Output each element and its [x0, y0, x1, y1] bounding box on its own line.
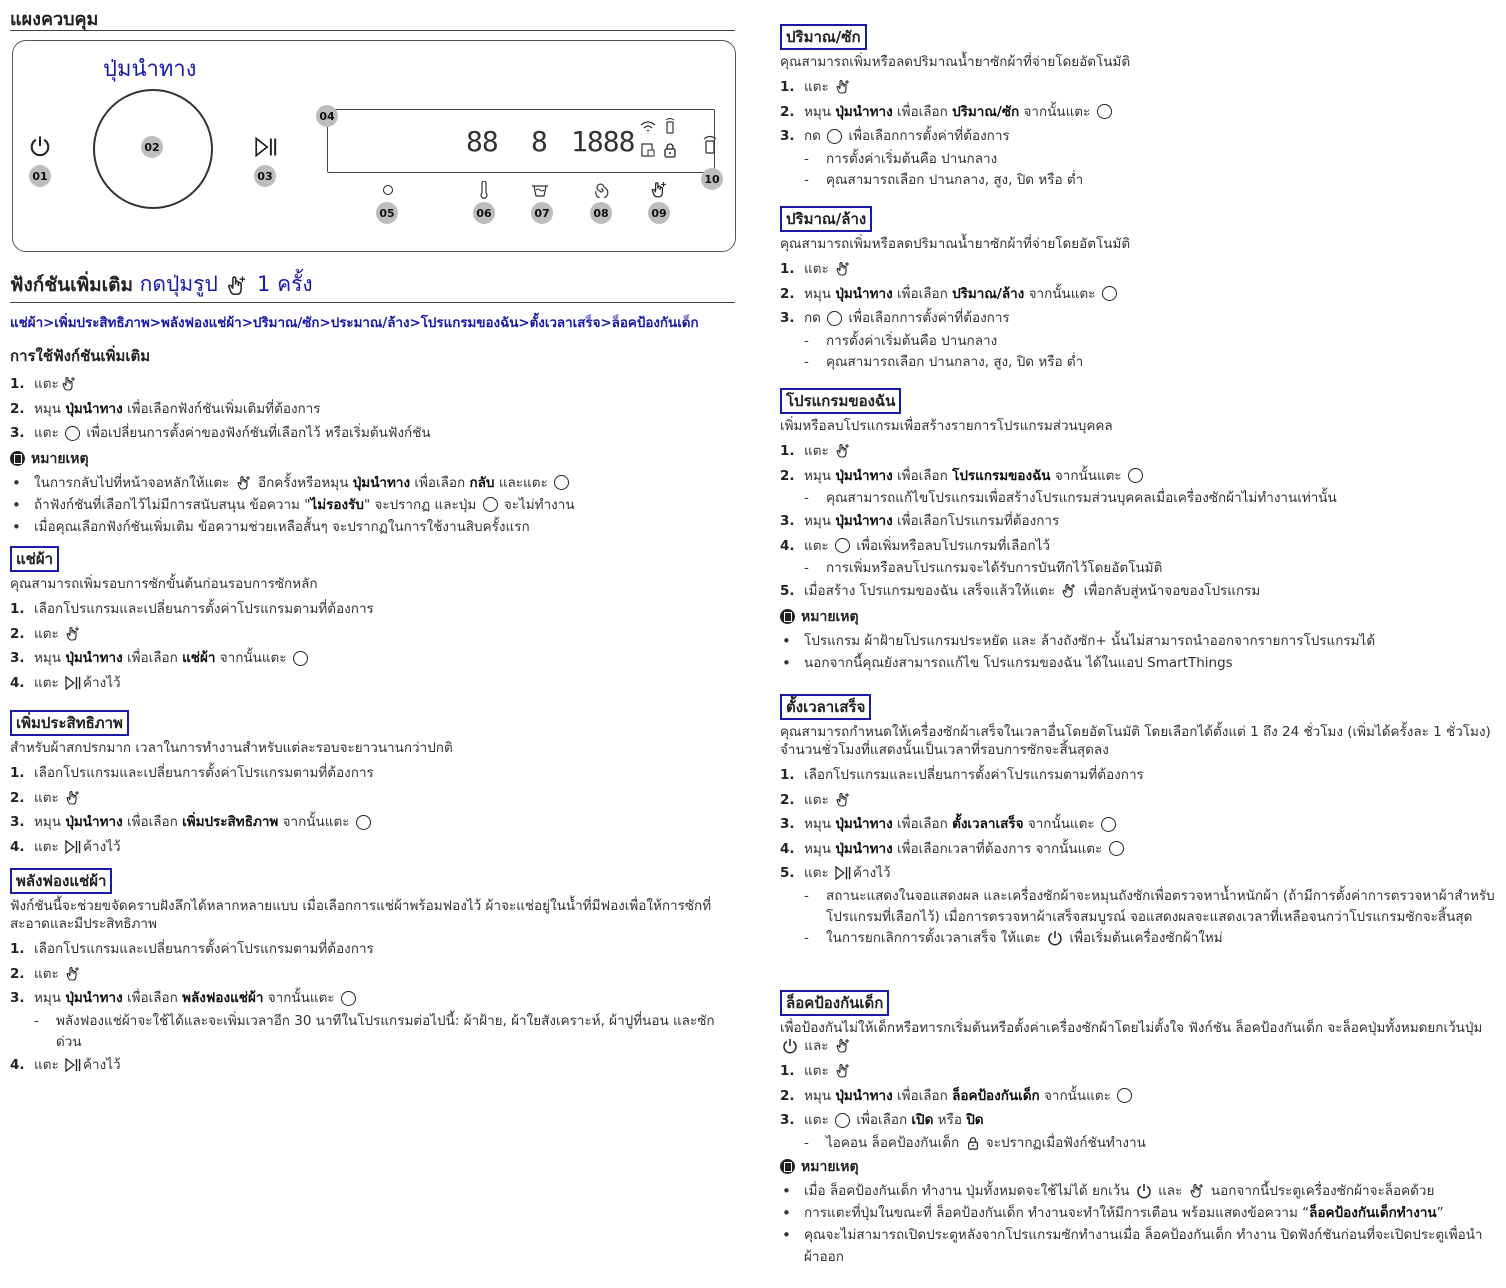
wash-amount-heading: ปริมาณ/ซัก [780, 24, 867, 50]
start-circle-icon [1102, 286, 1117, 301]
functions-title [10, 268, 313, 301]
lock-icon [966, 1136, 980, 1150]
child-lock-note-1: • เมื่อ ล็อคป้องกันเด็ก ทำงาน ปุ่มทั้งหมดจะใช้ไม่ได้ ยกเว้น และ นอกจากนี้ประตูเครื่องซักผ้าจะล็อคด้วย [780, 1180, 1496, 1202]
using-step-2: 2. หมุน ปุ่มนำทาง เพื่อเลือกฟังก์ชันเพิ่มเติมที่ต้องการ [10, 400, 321, 417]
play-pause-icon [65, 676, 81, 690]
delay-end-sub-1: - สถานะแสดงในจอแสดงผล และเครื่องซักผ้าจะหมุนถังซักเพื่อตรวจหาน้ำหนักผ้า (ถ้ามีการตั้งค่าการตรวจหาผ้าสำหรับโปรแกรมที่เลือกไว้) เมื่อการตรวจหาผ้าเสร็จสมบูรณ์ จอแสดงผลจะแสดงเวลาที่เหลือจนกว่าโปรแกรมซักจะสิ้นสุด [780, 886, 1496, 928]
child-lock-icon [662, 142, 678, 158]
badge-07: 07 [531, 202, 553, 224]
dial-label: ปุ่มนำทาง [103, 57, 197, 82]
child-lock-step-3-sub: - ไอคอน ล็อคป้องกันเด็ก จะปรากฏเมื่อฟังก์ชันทำงาน [780, 1133, 1496, 1154]
control-panel-title: แผงควบคุม [10, 9, 99, 30]
child-lock-intro: เพื่อป้องกันไม่ให้เด็กหรือทารกเริ่มต้นหรือตั้งค่าเครื่องซักผ้าโดยไม่ตั้งใจ ฟังก์ชัน ล็อคป้องกันเด็ก จะล็อคปุ่มทั้งหมดยกเว้นปุ่ม และ [780, 1020, 1483, 1054]
delay-end-heading: ตั้งเวลาเสร็จ [780, 694, 871, 720]
remote-icon [664, 118, 676, 134]
child-lock-note-2: • การแตะที่ปุ่มในขณะที่ ล็อคป้องกันเด็ก ทำงานจะทำให้มีการเตือน พร้อมแสดงข้อความ “ล็อคป้องกันเด็กทำงาน” [780, 1202, 1496, 1224]
using-note-3: • เมื่อคุณเลือกฟังก์ชันเพิ่มเติม ข้อความช่วยเหลือสั้นๆ จะปรากฏในการใช้งานสิบครั้งแรก [10, 516, 740, 538]
hand-icon [1061, 583, 1077, 599]
hand-icon [236, 475, 252, 491]
wash-amount-sub-1: - การตั้งค่าเริ่มต้นคือ ปานกลาง [780, 149, 1496, 170]
my-program-note-1: • โปรแกรม ผ้าฝ้ายโปรแกรมประหยัด และ ล้างถังซัก+ นั้นไม่สามารถนำออกจากรายการโปรแกรมได้ [780, 630, 1496, 652]
wash-amount-step-3: 3. กด เพื่อเลือกการตั้งค่าที่ต้องการ [780, 128, 1010, 144]
badge-05: 05 [376, 202, 398, 224]
rinse-amount-step-1: 1. แตะ [780, 257, 1496, 282]
functions-rule [10, 302, 735, 303]
note-icon [780, 1159, 795, 1174]
hand-icon [226, 275, 248, 297]
functions-title-suffix: 1 ครั้ง [257, 272, 313, 296]
rinse-amount-section [780, 206, 1496, 373]
thermometer-icon [478, 181, 490, 199]
control-panel-illustration [12, 40, 736, 252]
hand-icon [835, 1038, 851, 1054]
delay-end-step-4: 4. หมุน ปุ่มนำทาง เพื่อเลือกเวลาที่ต้องการ จากนั้นแตะ [780, 837, 1496, 862]
functions-title-text: ฟังก์ชันเพิ่มเติม [10, 274, 134, 296]
start-circle-icon [483, 497, 498, 512]
delay-end-section [780, 694, 1496, 949]
my-program-step-2: 2. หมุน ปุ่มนำทาง เพื่อเลือก โปรแกรมของฉัน จากนั้นแตะ [780, 464, 1496, 489]
start-circle-icon [835, 1113, 850, 1128]
note-icon [780, 609, 795, 624]
badge-01: 01 [29, 165, 51, 187]
wash-amount-intro: คุณสามารถเพิ่มหรือลดปริมาณน้ำยาซักผ้าที่จ่ายโดยอัตโนมัติ [780, 54, 1131, 70]
rinse-amount-intro: คุณสามารถเพิ่มหรือลดปริมาณน้ำยาซักผ้าที่จ่ายโดยอัตโนมัติ [780, 236, 1131, 252]
soak-step-1: 1. เลือกโปรแกรมและเปลี่ยนการตั้งค่าโปรแกรมตามที่ต้องการ [10, 601, 374, 617]
wash-amount-section [780, 24, 1496, 191]
wash-amount-step-2: 2. หมุน ปุ่มนำทาง เพื่อเลือก ปริมาณ/ซัก จากนั้นแตะ [780, 100, 1496, 125]
intensive-intro: สำหรับผ้าสกปรกมาก เวลาในการทำงานสำหรับแต่ละรอบจะยาวนานกว่าปกติ [10, 740, 453, 756]
badge-09: 09 [648, 202, 670, 224]
start-circle-icon [827, 311, 842, 326]
intensive-step-2: 2. แตะ [10, 786, 740, 811]
hand-icon [835, 792, 851, 808]
badge-02: 02 [141, 136, 163, 158]
play-pause-icon [835, 866, 851, 880]
start-circle-icon [1117, 1088, 1132, 1103]
child-lock-section [780, 990, 1496, 1268]
using-note-heading: หมายเหตุ [10, 446, 740, 472]
bubble-intro: ฟังก์ชันนี้จะช่วยขจัดคราบฝังลึกได้หลากหลายแบบ เมื่อเลือกการแช่ผ้าพร้อมฟองไว้ ผ้าจะแช่อยู่ในน้ำที่มีฟองเพื่อให้การซักที่สะอาดและมีประสิทธิภาพ [10, 898, 712, 932]
start-circle-icon [383, 185, 393, 195]
start-circle-icon [1101, 817, 1116, 832]
hand-icon [835, 443, 851, 459]
rinse-amount-sub-1: - การตั้งค่าเริ่มต้นคือ ปานกลาง [780, 331, 1496, 352]
start-circle-icon [1109, 841, 1124, 856]
bubble-step-3: 3. หมุน ปุ่มนำทาง เพื่อเลือก พลังฟองแช่ผ้า จากนั้นแตะ [10, 986, 740, 1011]
note-icon [10, 451, 25, 466]
hand-icon [835, 79, 851, 95]
delay-end-step-1: 1. เลือกโปรแกรมและเปลี่ยนการตั้งค่าโปรแกรมตามที่ต้องการ [780, 767, 1144, 783]
bubble-heading: พลังฟองแช่ผ้า [10, 868, 112, 894]
wash-amount-step-1: 1. แตะ [780, 75, 1496, 100]
start-circle-icon [65, 426, 80, 441]
start-circle-icon [827, 129, 842, 144]
using-note-1: • ในการกลับไปที่หน้าจอหลักให้แตะ อีกครั้งหรือหมุน ปุ่มนำทาง เพื่อเลือก กลับ และแตะ [10, 472, 740, 494]
my-program-step-4: 4. แตะ เพื่อเพิ่มหรือลบโปรแกรมที่เลือกไว้ [780, 537, 1050, 554]
badge-03: 03 [254, 165, 276, 187]
badge-10: 10 [701, 168, 723, 190]
my-program-heading: โปรแกรมของฉัน [780, 388, 901, 414]
options-hand-icon [650, 181, 668, 199]
hand-icon [1189, 1183, 1205, 1199]
start-circle-icon [341, 991, 356, 1006]
badge-06: 06 [473, 202, 495, 224]
hand-icon [65, 790, 81, 806]
child-lock-note-3: • คุณจะไม่สามารถเปิดประตูหลังจากโปรแกรมซักทำงานเมื่อ ล็อคป้องกันเด็ก ทำงาน ปิดฟังก์ชันก่อนที่จะเปิดประตูเพื่อนำผ้าออก [780, 1224, 1496, 1268]
my-program-intro: เพิ่มหรือลบโปรแกรมเพื่อสร้างรายการโปรแกรมส่วนบุคคล [780, 418, 1113, 434]
spin-icon [593, 182, 609, 198]
child-lock-step-1: 1. แตะ [780, 1059, 1496, 1084]
power-icon [29, 135, 51, 157]
play-pause-icon [255, 137, 277, 157]
using-step-1: 1. แตะ [10, 372, 740, 397]
delay-end-step-3: 3. หมุน ปุ่มนำทาง เพื่อเลือก ตั้งเวลาเสร็จ จากนั้นแตะ [780, 812, 1496, 837]
power-icon [782, 1038, 798, 1054]
bubble-step-4: 4. แตะ ค้างไว้ [10, 1056, 121, 1073]
hand-icon [61, 376, 77, 392]
start-circle-icon [835, 538, 850, 553]
start-circle-icon [356, 815, 371, 830]
wash-amount-sub-2: - คุณสามารถเลือก ปานกลาง, สูง, ปิด หรือ ต่ำ [780, 170, 1496, 191]
my-program-step-1: 1. แตะ [780, 439, 1496, 464]
display-screen [327, 109, 715, 173]
using-step-3: 3. แตะ เพื่อเปลี่ยนการตั้งค่าของฟังก์ชันที่เลือกไว้ หรือเริ่มต้นฟังก์ชัน [10, 425, 431, 441]
title-rule [10, 30, 735, 31]
power-icon [1047, 930, 1063, 946]
intensive-heading: เพิ่มประสิทธิภาพ [10, 710, 129, 736]
using-section [10, 344, 740, 538]
intensive-step-1: 1. เลือกโปรแกรมและเปลี่ยนการตั้งค่าโปรแกรมตามที่ต้องการ [10, 765, 374, 781]
bubble-step-1: 1. เลือกโปรแกรมและเปลี่ยนการตั้งค่าโปรแกรมตามที่ต้องการ [10, 941, 374, 957]
rinse-digits: 8 [531, 125, 547, 158]
child-lock-step-3: 3. แตะ เพื่อเลือก เปิด หรือ ปิด [780, 1112, 984, 1128]
bubble-step-3-sub: - พลังฟองแช่ผ้าจะใช้ได้และจะเพิ่มเวลาอีก 30 นาทีในโปรแกรมต่อไปนี้: ผ้าฝ้าย, ผ้าใยสังเคราะห์, ผ้าปูที่นอน และซักด่วน [10, 1011, 740, 1053]
using-heading: การใช้ฟังก์ชันเพิ่มเติม [10, 347, 151, 365]
soak-intro: คุณสามารถเพิ่มรอบการซักขั้นต้นก่อนรอบการซักหลัก [10, 576, 318, 592]
bubble-soak-section [10, 868, 740, 1077]
badge-04: 04 [316, 105, 338, 127]
rinse-amount-step-2: 2. หมุน ปุ่มนำทาง เพื่อเลือก ปริมาณ/ล้าง จากนั้นแตะ [780, 282, 1496, 307]
temp-digits: 88 [466, 125, 498, 158]
soak-heading: แช่ผ้า [10, 546, 59, 572]
my-program-step-5: 5. เมื่อสร้าง โปรแกรมของฉัน เสร็จแล้วให้แตะ เพื่อกลับสู่หน้าจอของโปรแกรม [780, 583, 1261, 599]
wifi-icon [640, 120, 656, 134]
rinse-amount-step-3: 3. กด เพื่อเลือกการตั้งค่าที่ต้องการ [780, 310, 1010, 326]
play-pause-icon [65, 1058, 81, 1072]
functions-breadcrumb: แช่ผ้า>เพิ่มประสิทธิภาพ>พลังฟองแช่ผ้า>ปริมาณ/ซัก>ประมาณ/ล้าง>โปรแกรมของฉัน>ตั้งเวลาเสร็จ>ล็อคป้องกันเด็ก [10, 316, 699, 331]
child-lock-note-heading: หมายเหตุ [780, 1154, 1496, 1180]
hand-icon [835, 261, 851, 277]
soak-step-2: 2. แตะ [10, 622, 740, 647]
delay-end-intro: คุณสามารถกำหนดให้เครื่องซักผ้าเสร็จในเวลาอื่นโดยอัตโนมัติ โดยเลือกได้ตั้งแต่ 1 ถึง 24 ชั่วโมง (เพิ่มได้ครั้งละ 1 ชั่วโมง) จำนวนชั่วโมงที่แสดงนั้นเป็นเวลาที่รอบการซักจะสิ้นสุดลง [780, 724, 1491, 758]
my-program-step-2-sub: - คุณสามารถแก้ไขโปรแกรมเพื่อสร้างโปรแกรมส่วนบุคคลเมื่อเครื่องซักผ้าไม่ทำงานเท่านั้น [780, 488, 1496, 509]
rinse-amount-sub-2: - คุณสามารถเลือก ปานกลาง, สูง, ปิด หรือ ต่ำ [780, 352, 1496, 373]
time-digits: 1888 [571, 125, 635, 158]
delay-end-step-5: 5. แตะ ค้างไว้ [780, 865, 891, 881]
start-circle-icon [1097, 104, 1112, 119]
rinse-icon [531, 183, 549, 197]
start-circle-icon [1128, 468, 1143, 483]
rinse-amount-heading: ปริมาณ/ล้าง [780, 206, 872, 232]
delay-end-sub-2: - ในการยกเลิกการตั้งเวลาเสร็จ ให้แตะ เพื่อเริ่มต้นเครื่องซักผ้าใหม่ [780, 928, 1496, 949]
functions-title-hint: กดปุ่มรูป [139, 272, 218, 296]
hand-icon [835, 1063, 851, 1079]
soak-section [10, 546, 740, 695]
remote-control-icon [703, 135, 717, 155]
my-program-section [780, 388, 1496, 674]
my-program-step-4-sub: - การเพิ่มหรือลบโปรแกรมจะได้รับการบันทึกไว้โดยอัตโนมัติ [780, 558, 1496, 579]
soak-step-4: 4. แตะ ค้างไว้ [10, 674, 121, 691]
intensive-step-3: 3. หมุน ปุ่มนำทาง เพื่อเลือก เพิ่มประสิทธิภาพ จากนั้นแตะ [10, 810, 740, 835]
door-lock-icon [640, 142, 656, 158]
my-program-step-3: 3. หมุน ปุ่มนำทาง เพื่อเลือกโปรแกรมที่ต้องการ [780, 513, 1060, 529]
hand-icon [65, 966, 81, 982]
my-program-note-2: • นอกจากนี้คุณยังสามารถแก้ไข โปรแกรมของฉัน ได้ในแอป SmartThings [780, 652, 1496, 674]
power-icon [1136, 1183, 1152, 1199]
using-note-2: • ถ้าฟังก์ชันที่เลือกไว้ไม่มีการสนับสนุน ข้อความ "ไม่รองรับ" จะปรากฏ และปุ่ม จะไม่ทำงาน [10, 494, 740, 516]
intensive-section [10, 710, 740, 859]
intensive-step-4: 4. แตะ ค้างไว้ [10, 838, 121, 855]
play-pause-icon [65, 840, 81, 854]
start-circle-icon [293, 651, 308, 666]
start-circle-icon [554, 475, 569, 490]
bubble-step-2: 2. แตะ [10, 962, 740, 987]
hand-icon [65, 626, 81, 642]
child-lock-heading: ล็อคป้องกันเด็ก [780, 990, 889, 1016]
my-program-note-heading: หมายเหตุ [780, 604, 1496, 630]
soak-step-3: 3. หมุน ปุ่มนำทาง เพื่อเลือก แช่ผ้า จากนั้นแตะ [10, 646, 740, 671]
delay-end-step-2: 2. แตะ [780, 788, 1496, 813]
badge-08: 08 [590, 202, 612, 224]
child-lock-step-2: 2. หมุน ปุ่มนำทาง เพื่อเลือก ล็อคป้องกันเด็ก จากนั้นแตะ [780, 1084, 1496, 1109]
